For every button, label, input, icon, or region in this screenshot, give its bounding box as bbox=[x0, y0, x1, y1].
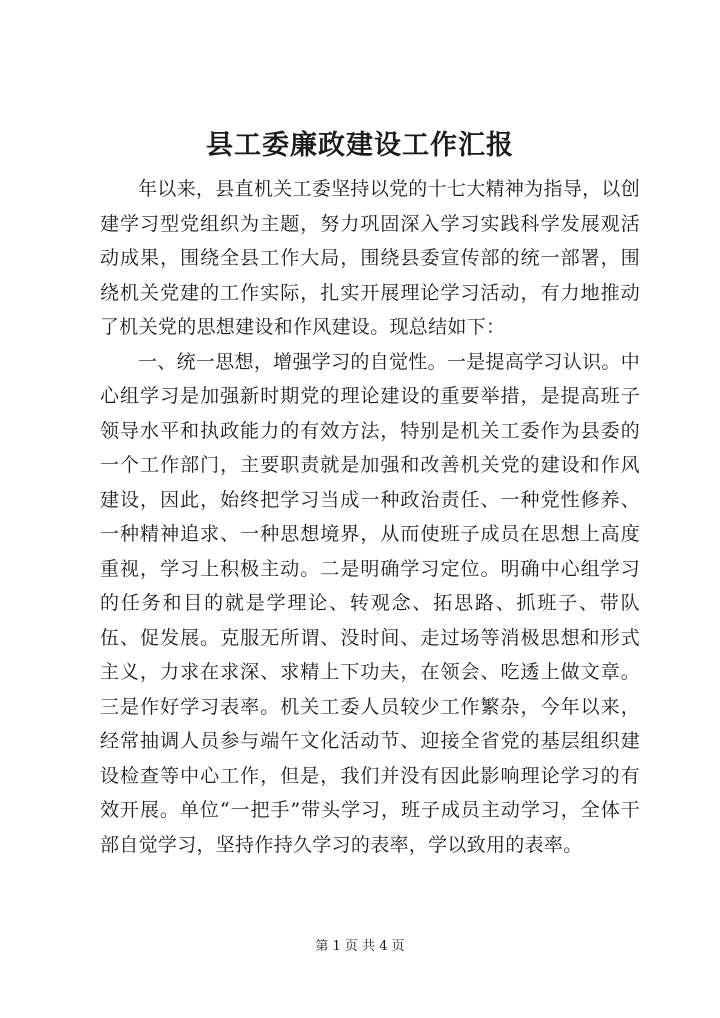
paragraph-intro: 年以来，县直机关工委坚持以党的十七大精神为指导，以创建学习型党组织为主题，努力巩固深入学习实践科学发展观活动成果，围绕全县工作大局，围绕县委宣传部的统一部署，围绕机关党建的工作实际，扎实开展理论学习活动，有力地推动了机关党的思想建设和作风建设。现总结如下： bbox=[100, 178, 640, 338]
document-body bbox=[100, 172, 640, 862]
page-number-footer: 第 1 页 共 4 页 bbox=[315, 939, 405, 954]
paragraph-section-one: 一、统一思想，增强学习的自觉性。一是提高学习认识。中心组学习是加强新时期党的理论建设的重要举措，是提高班子领导水平和执政能力的有效方法，特别是机关工委作为县委的一个工作部门，主要职责就是加强和改善机关党的建设和作风建设，因此，始终把学习当成一种政治责任、一种党性修养、一种精神追求、一种思想境界，从而使班子成员在思想上高度重视，学习上积极主动。二是明确学习定位。明确中心组学习的任务和目的就是学理论、转观念、拓思路、抓班子、带队伍、促发展。克服无所谓、没时间、走过场等消极思想和形式主义，力求在求深、求精上下功夫，在领会、吃透上做文章。三是作好学习表率。机关工委人员较少工作繁杂，今年以来，经常抽调人员参与端午文化活动节、迎接全省党的基层组织建设检查等中心工作，但是，我们并没有因此影响理论学习的有效开展。单位“一把手”带头学习，班子成员主动学习，全体干部自觉学习，坚持作持久学习的表率，学以致用的表率。 bbox=[100, 350, 640, 856]
document-title: 县工委廉政建设工作汇报 bbox=[206, 130, 514, 161]
